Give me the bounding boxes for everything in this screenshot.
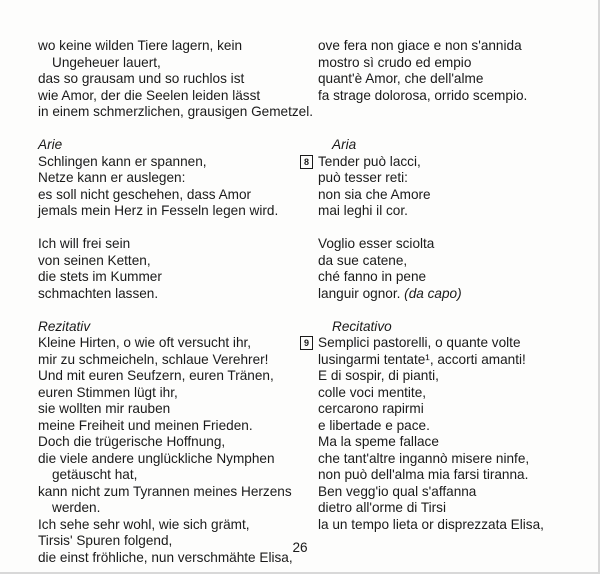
line-text: Tender può lacci, <box>318 153 421 169</box>
text-line: da sue catene, <box>318 252 408 268</box>
text-line <box>303 153 580 171</box>
track-number-box: 9 <box>300 336 313 350</box>
recitativo-text <box>303 335 580 533</box>
arie-verse-2 <box>38 236 298 302</box>
text-line: Ich sehe sehr wohl, wie sich grämt, <box>38 516 250 532</box>
text-line: schmachten lassen. <box>38 285 159 301</box>
text-line: werden. <box>52 500 101 515</box>
section-heading-rezitativ: Rezitativ <box>38 318 91 334</box>
text-line: che tant'altre ingannò misere ninfe, <box>318 450 530 466</box>
text-line: colle voci mentite, <box>318 384 427 400</box>
text-line: lusingarmi tentate¹, accorti amanti! <box>318 351 526 367</box>
section-heading-arie: Arie <box>38 137 63 152</box>
text-line: fa strage dolorosa, orrido scempio. <box>318 87 528 103</box>
text-line: in einem schmerzlichen, grausigen Gemetzel. <box>38 104 314 119</box>
text-line: getäuscht hat, <box>52 467 138 482</box>
text-line: Tirsis' Spuren folgend, <box>38 533 173 548</box>
rezitativ-text <box>38 335 298 566</box>
german-opening-lines <box>38 38 314 121</box>
text-line: ché fanno in pene <box>318 269 427 284</box>
text-line: la un tempo lieta or disprezzata Elisa, <box>318 516 544 532</box>
section-heading-aria: Aria <box>332 137 357 152</box>
italian-column <box>303 38 580 533</box>
text-line: die viele andere unglückliche Nymphen <box>38 450 275 466</box>
text-line <box>318 286 580 303</box>
text-line: sie wollten mir rauben <box>38 401 171 416</box>
text-line: es soll nicht geschehen, dass Amor <box>38 186 252 202</box>
aria-verse <box>303 153 580 220</box>
text-line: die stets im Kummer <box>38 269 162 284</box>
text-line: Schlingen kann er spannen, <box>38 153 207 169</box>
text-line: Ich will frei sein <box>38 236 131 251</box>
text-line: E di sospir, di pianti, <box>318 368 439 383</box>
text-line: von seinen Ketten, <box>38 252 151 268</box>
text-line: non può dell'alma mia farsi tiranna. <box>318 467 529 482</box>
text-line: mostro sì crudo ed empio <box>318 54 472 70</box>
text-line: non sia che Amore <box>318 186 431 202</box>
text-line: dietro all'orme di Tirsi <box>318 500 446 515</box>
text-line: Und mit euren Seufzern, euren Tränen, <box>38 368 274 383</box>
text-line: kann nicht zum Tyrannen meines Herzens <box>38 483 292 499</box>
text-line: wo keine wilden Tiere lagern, kein <box>38 38 243 53</box>
text-line: Voglio esser sciolta <box>318 236 435 251</box>
text-line: mir zu schmeicheln, schlaue Verehrer! <box>38 351 269 367</box>
line-text: languir ognor. <box>318 285 401 301</box>
text-line: mai leghi il cor. <box>318 203 408 218</box>
aria-verse-2 <box>318 236 580 302</box>
text-line: quant'è Amor, che dell'alme <box>318 71 484 86</box>
track-number-box: 8 <box>300 155 313 169</box>
text-line <box>303 335 580 352</box>
page-number: 26 <box>292 540 308 555</box>
text-line: Ungeheuer lauert, <box>52 54 161 70</box>
text-line: può tesser reti: <box>318 170 408 185</box>
line-text: Semplici pastorelli, o quante volte <box>318 335 521 350</box>
text-line: Ma la speme fallace <box>318 434 439 449</box>
text-line: Netze kann er auslegen: <box>38 170 186 185</box>
text-line: euren Stimmen lügt ihr, <box>38 384 178 400</box>
italian-opening-lines <box>318 38 580 104</box>
text-line: wie Amor, der die Seelen leiden lässt <box>38 87 261 103</box>
da-capo-note: (da capo) <box>404 285 462 301</box>
text-line: e libertade e pace. <box>318 417 430 433</box>
text-line: Ben vegg'io qual s'affanna <box>318 483 477 499</box>
text-line: das so grausam und so ruchlos ist <box>38 71 245 86</box>
text-line: jemals mein Herz in Fesseln legen wird. <box>38 203 279 218</box>
text-line: Doch die trügerische Hoffnung, <box>38 434 226 449</box>
text-line: meine Freiheit und meinen Frieden. <box>38 417 253 433</box>
text-line: Kleine Hirten, o wie oft versucht ihr, <box>38 335 252 350</box>
text-line: cercarono rapirmi <box>318 401 424 416</box>
text-line: ove fera non giace e non s'annida <box>318 38 522 53</box>
text-line: die einst fröhliche, nun verschmähte Elisa, <box>38 549 293 565</box>
section-heading-recitativo: Recitativo <box>332 318 392 334</box>
arie-verse <box>38 154 298 220</box>
